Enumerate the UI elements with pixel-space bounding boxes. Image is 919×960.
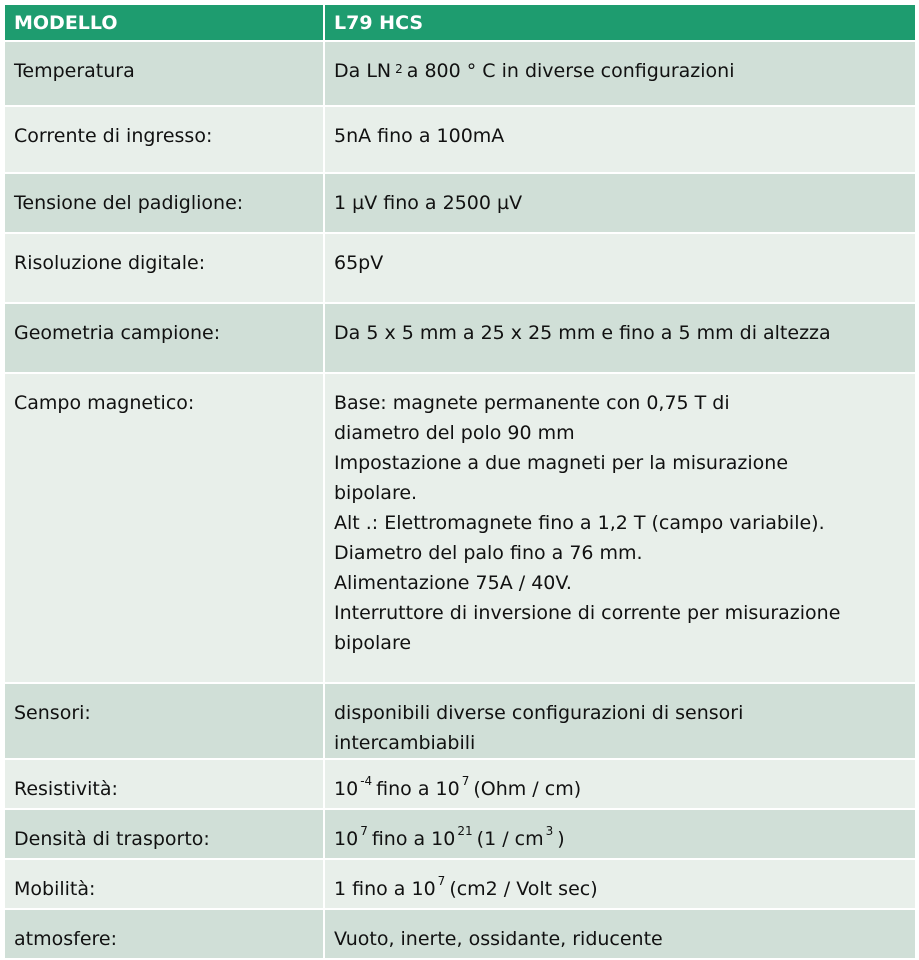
value-part: 10 [334, 828, 359, 850]
row-value: 1 µV fino a 2500 µV [324, 173, 916, 233]
row-label: Resistività: [4, 759, 324, 809]
table-row [4, 173, 916, 233]
row-label: Geometria campione: [4, 303, 324, 373]
value-part: Da LN [334, 60, 392, 82]
table-row [4, 809, 916, 859]
value-part: 10 [334, 778, 359, 800]
row-value: 5nA fino a 100mA [324, 106, 916, 173]
row-value [324, 809, 916, 859]
header-row [4, 4, 916, 41]
table-row [4, 759, 916, 809]
exponent: 7 [437, 874, 446, 888]
row-label: atmosfere: [4, 909, 324, 959]
table-row [4, 106, 916, 173]
row-label: Corrente di ingresso: [4, 106, 324, 173]
exponent: 21 [457, 824, 473, 838]
specs-table [3, 3, 917, 960]
row-label: Sensori: [4, 683, 324, 759]
row-value [324, 759, 916, 809]
exponent: -4 [360, 774, 373, 788]
row-value: 65pV [324, 233, 916, 303]
value-part: (cm2 / Volt sec) [449, 878, 598, 900]
table-row [4, 909, 916, 959]
row-label: Temperatura [4, 41, 324, 106]
value-part: ) [557, 828, 565, 850]
table-row [4, 303, 916, 373]
row-label: Tensione del padiglione: [4, 173, 324, 233]
table-row [4, 233, 916, 303]
row-value: Da 5 x 5 mm a 25 x 25 mm e fino a 5 mm di altezza [324, 303, 916, 373]
value-part: fino a 10 [371, 828, 456, 850]
value-part: a 800 ° C in diverse configurazioni [406, 60, 735, 82]
header-model: MODELLO [4, 4, 324, 41]
value-part: 1 fino a 10 [334, 878, 436, 900]
row-label: Densità di trasporto: [4, 809, 324, 859]
row-label: Campo magnetico: [4, 373, 324, 683]
row-value [324, 41, 916, 106]
table-row [4, 683, 916, 759]
row-value: disponibili diverse configurazioni di sensori intercambiabili [324, 683, 916, 759]
exponent: 7 [461, 774, 470, 788]
header-model-name: L79 HCS [324, 4, 916, 41]
row-value: Base: magnete permanente con 0,75 T di diametro del polo 90 mm Impostazione a due magneti per la misurazione bipolare. Alt .: Elettromagnete fino a 1,2 T (campo variabile). Diametro del palo fino a 76 mm. Alimentazione 75A / 40V. Interruttore di inversione di corrente per misurazione bipolare [324, 373, 916, 683]
exponent: 7 [360, 824, 368, 838]
table-row [4, 859, 916, 909]
row-label: Mobilità: [4, 859, 324, 909]
value-part: (1 / cm [476, 828, 544, 850]
table-row [4, 41, 916, 106]
exponent: 3 [545, 824, 554, 838]
subscript: 2 [395, 62, 403, 76]
row-value: Vuoto, inerte, ossidante, riducente [324, 909, 916, 959]
value-part: fino a 10 [376, 778, 460, 800]
row-value [324, 859, 916, 909]
row-label: Risoluzione digitale: [4, 233, 324, 303]
value-part: (Ohm / cm) [473, 778, 582, 800]
table-row [4, 373, 916, 683]
